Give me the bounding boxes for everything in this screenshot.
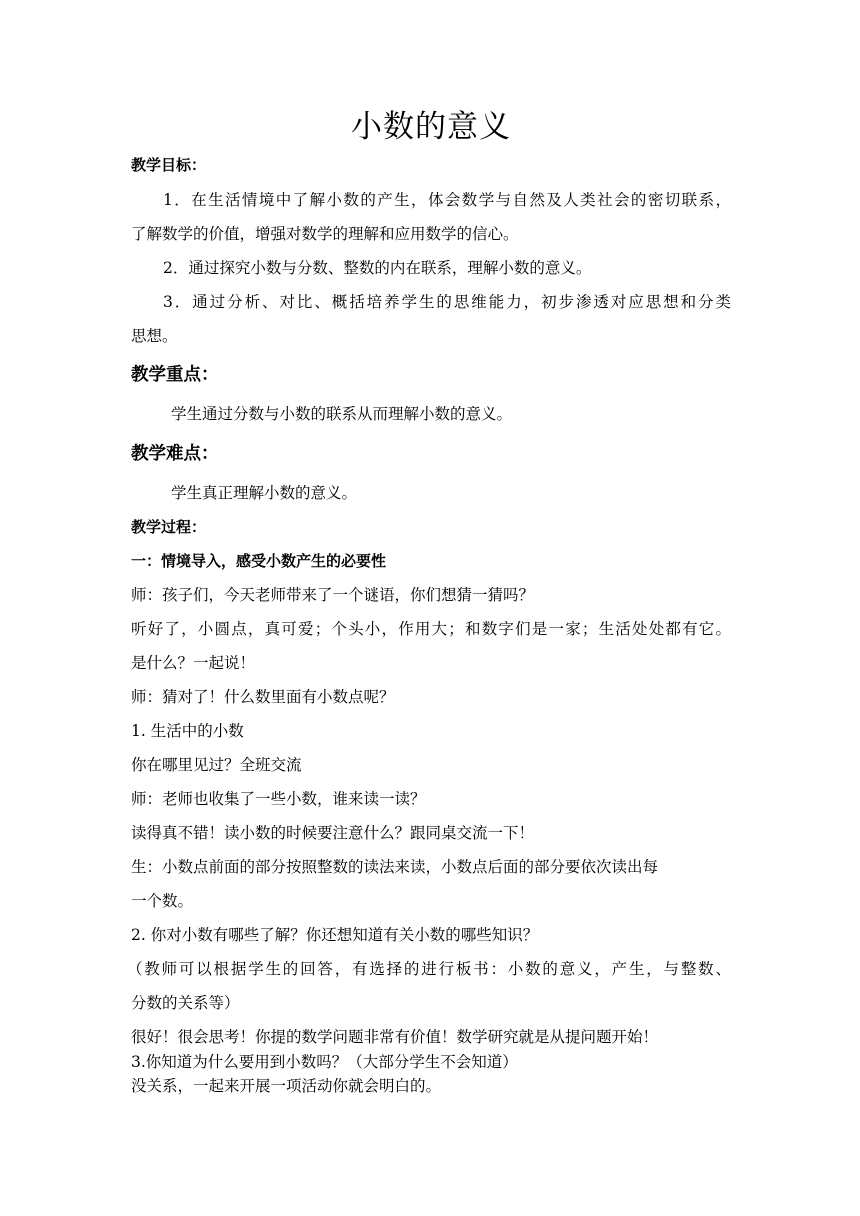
paragraph-riddle-line2: 是什么？一起说！ [131,654,256,672]
paragraph-why-decimals: 3.你知道为什么要用到小数吗？（大部分学生不会知道） [131,1053,518,1071]
objective-1-line2: 了解数学的价值，增强对数学的理解和应用数学的信心。 [131,225,519,243]
document-title: 小数的意义 [351,109,511,145]
paragraph-teacher-note-line1: （教师可以根据学生的回答，有选择的进行板书：小数的意义，产生，与整数、 [127,960,731,978]
objective-3-line2: 思想。 [131,327,178,345]
paragraph-riddle-line1: 听好了，小圆点，真可爱；个头小，作用大；和数字们是一家；生活处处都有它。 [131,620,731,638]
paragraph-teacher-note-line2: 分数的关系等） [131,994,240,1012]
paragraph-student-answer-line1: 生：小数点前面的部分按照整数的读法来读，小数点后面的部分要依次读出每 [131,858,659,876]
paragraph-riddle-intro: 师：孩子们，今天老师带来了一个谜语，你们想猜一猜吗？ [131,586,535,604]
paragraph-activity: 没关系，一起来开展一项活动你就会明白的。 [131,1077,442,1095]
paragraph-life-decimals: 1. 生活中的小数 [131,722,244,740]
paragraph-teacher-collected: 师：老师也收集了一些小数，谁来读一读？ [131,790,426,808]
objective-1-line1: 1．在生活情境中了解小数的产生，体会数学与自然及人类社会的密切联系， [163,191,731,209]
objectives-heading: 教学目标： [131,156,207,174]
document-page [127,0,731,1216]
difficulty-text: 学生真正理解小数的意义。 [171,484,358,502]
paragraph-read-well: 读得真不错！读小数的时候要注意什么？跟同桌交流一下！ [131,824,535,842]
difficulty-heading: 教学难点： [131,444,219,464]
paragraph-where-seen: 你在哪里见过？全班交流 [131,756,302,774]
process-heading: 教学过程： [131,518,207,536]
key-points-heading: 教学重点： [131,365,219,385]
paragraph-guess-correct: 师：猜对了！什么数里面有小数点呢？ [131,688,395,706]
objective-2: 2．通过探究小数与分数、整数的内在联系，理解小数的意义。 [163,259,592,277]
section-1-heading: 一：情境导入，感受小数产生的必要性 [131,552,387,570]
paragraph-praise: 很好！很会思考！你提的数学问题非常有价值！数学研究就是从提问题开始！ [131,1028,659,1046]
objective-3-line1: 3．通过分析、对比、概括培养学生的思维能力，初步渗透对应思想和分类 [163,293,731,311]
paragraph-what-know: 2. 你对小数有哪些了解？你还想知道有关小数的哪些知识？ [131,926,539,944]
paragraph-student-answer-line2: 一个数。 [131,892,194,910]
key-points-text: 学生通过分数与小数的联系从而理解小数的意义。 [171,405,513,423]
